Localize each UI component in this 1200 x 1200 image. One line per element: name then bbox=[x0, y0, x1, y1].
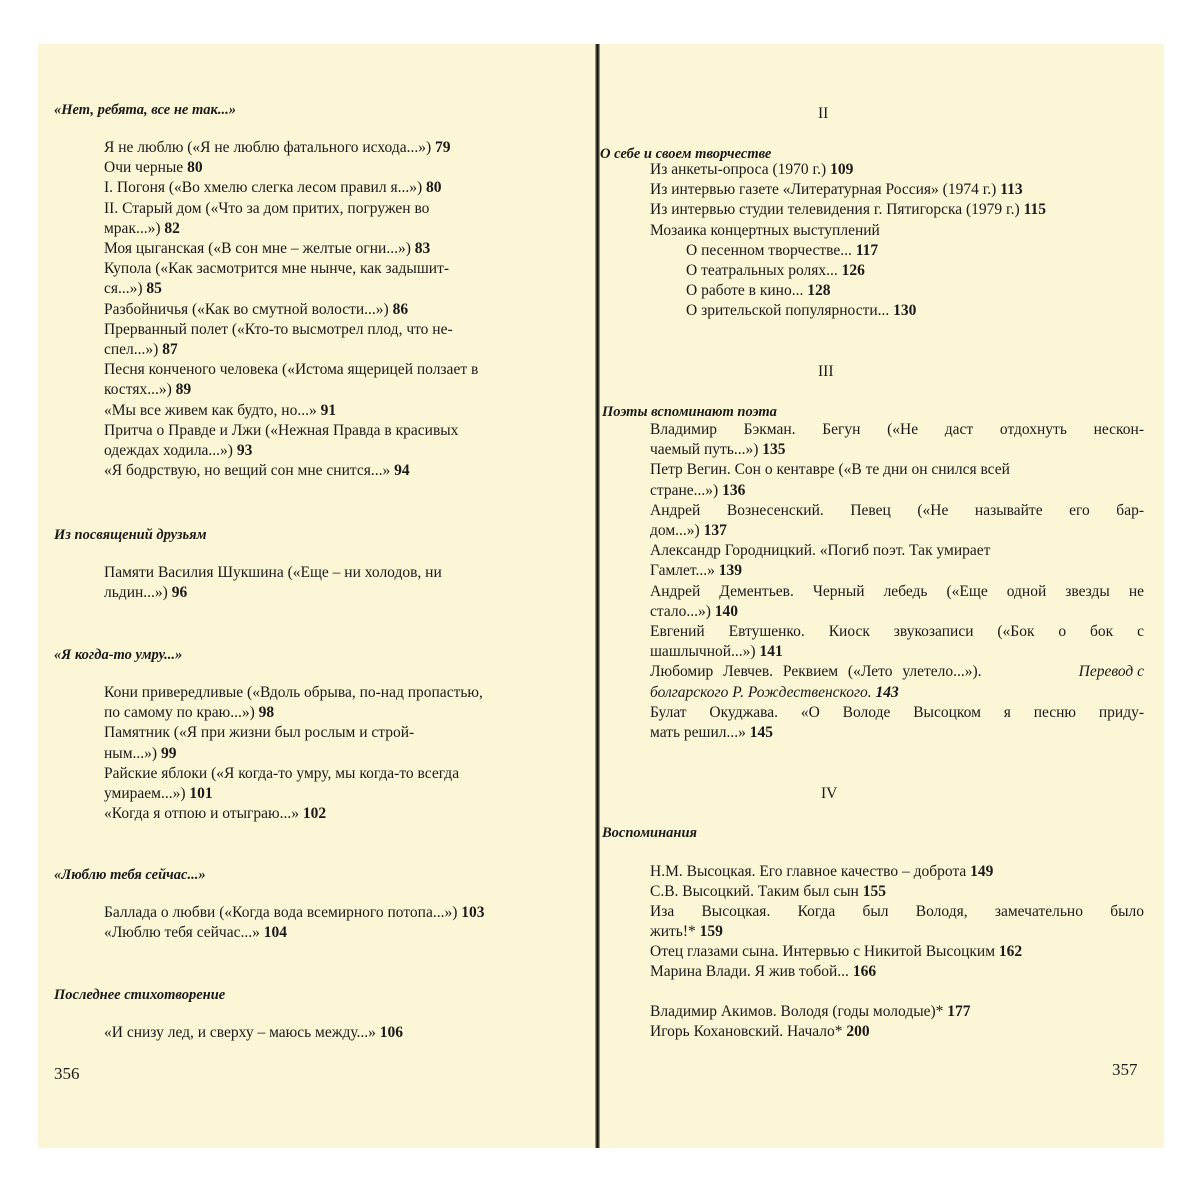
toc-entry bbox=[104, 158, 203, 178]
toc-entry bbox=[650, 602, 738, 622]
toc-entry bbox=[104, 178, 442, 198]
toc-entry bbox=[650, 1022, 870, 1042]
entry-title: С.В. Высоцкий. Таким был сын bbox=[650, 883, 863, 900]
entry-title: Разбойничья («Как во смутной волости...») bbox=[104, 300, 393, 318]
toc-entry bbox=[104, 744, 176, 764]
entry-title: болгарского Р. Рождественского. bbox=[650, 683, 876, 701]
toc-entry bbox=[650, 862, 993, 882]
entry-page-number: 93 bbox=[236, 442, 253, 459]
toc-entry bbox=[104, 219, 180, 239]
entry-page-number: 149 bbox=[970, 863, 994, 880]
entry-page-number: 200 bbox=[846, 1023, 870, 1040]
part-numeral: IV bbox=[821, 785, 838, 802]
toc-entry bbox=[104, 903, 485, 923]
toc-entry bbox=[650, 622, 1144, 642]
entry-title: Андрей Дементьев. Черный лебедь («Еще одной звезды не bbox=[650, 582, 1144, 600]
entry-page-number: 86 bbox=[392, 300, 409, 318]
toc-entry bbox=[104, 259, 449, 279]
entry-title: Булат Окуджава. «О Володе Высоцком я песню приду- bbox=[650, 703, 1144, 721]
toc-entry bbox=[686, 241, 878, 261]
toc-entry bbox=[104, 300, 408, 320]
section-heading: «Люблю тебя сейчас...» bbox=[54, 867, 206, 883]
entry-title: Из интервью студии телевидения г. Пятигорска (1979 г.) bbox=[650, 201, 1024, 219]
entry-page-number: 155 bbox=[862, 883, 886, 900]
entry-page-number: 79 bbox=[435, 139, 451, 156]
entry-title: Владимир Бэкман. Бегун («Не даст отдохнуть нескон- bbox=[650, 421, 1144, 438]
toc-entry bbox=[650, 180, 1023, 200]
entry-title: мать решил...» bbox=[650, 724, 750, 741]
entry-title: Притча о Правде и Лжи («Нежная Правда в красивых bbox=[104, 421, 459, 439]
entry-title: Петр Вегин. Сон о кентавре («В те дни он снился всей bbox=[650, 461, 1010, 479]
entry-page-number: 139 bbox=[718, 562, 742, 580]
entry-title: Из интервью газете «Литературная Россия» (1974 г.) bbox=[650, 181, 1001, 199]
entry-title: Гамлет...» bbox=[650, 562, 719, 580]
toc-entry bbox=[686, 301, 916, 321]
entry-title: умираем...») bbox=[104, 785, 190, 802]
toc-entry bbox=[104, 239, 430, 259]
section-heading: Воспоминания bbox=[602, 825, 698, 841]
toc-entry bbox=[650, 200, 1046, 220]
part-numeral: III bbox=[818, 363, 834, 380]
entry-title: Отец глазами сына. Интервью с Никитой Высоцким bbox=[650, 943, 999, 960]
toc-entry bbox=[104, 421, 458, 441]
entry-title: «Когда я отпою и отыграю...» bbox=[104, 805, 303, 823]
entry-page-number: 159 bbox=[699, 923, 723, 940]
entry-page-number: 162 bbox=[998, 943, 1023, 960]
entry-title: по самому по краю...») bbox=[104, 704, 259, 722]
entry-title: О работе в кино... bbox=[686, 282, 808, 300]
toc-entry bbox=[104, 340, 178, 360]
toc-entry bbox=[104, 923, 287, 943]
entry-title: О песенном творчестве... bbox=[686, 241, 856, 259]
right-page bbox=[600, 44, 1164, 1148]
entry-title: костях...») bbox=[104, 381, 176, 399]
toc-entry bbox=[104, 563, 442, 583]
toc-entry bbox=[650, 420, 1144, 440]
entry-title: Прерванный полет («Кто-то высмотрел плод, что не- bbox=[104, 320, 453, 338]
toc-entry bbox=[104, 804, 326, 824]
entry-page-number: 130 bbox=[893, 302, 917, 320]
toc-entry bbox=[650, 703, 1144, 723]
toc-entry bbox=[650, 642, 783, 662]
entry-title: Марина Влади. Я жив тобой... bbox=[650, 963, 853, 980]
entry-title: Памятник («Я при жизни был рослым и строй- bbox=[104, 724, 415, 742]
entry-title: «Люблю тебя сейчас...» bbox=[104, 924, 264, 942]
section-heading: Последнее стихотворение bbox=[54, 987, 226, 1003]
entry-title: «Мы все живем как будто, но...» bbox=[104, 401, 321, 419]
entry-page-number: 104 bbox=[263, 924, 287, 942]
entry-page-number: 80 bbox=[426, 179, 442, 197]
entry-title: Н.М. Высоцкая. Его главное качество – доброта bbox=[650, 863, 971, 880]
entry-title: Александр Городницкий. «Погиб поэт. Так умирает bbox=[650, 542, 991, 560]
toc-entry bbox=[650, 962, 876, 982]
entry-title: Игорь Кохановский. Начало* bbox=[650, 1023, 847, 1040]
entry-title: Любомир Левчев. Реквием («Лето улетело...»). bbox=[650, 663, 982, 681]
entry-title: Владимир Акимов. Володя (годы молодые)* bbox=[650, 1003, 948, 1020]
entry-title: Моя цыганская («В сон мне – желтые огни...») bbox=[104, 240, 415, 257]
toc-entry bbox=[104, 784, 213, 804]
entry-title: Кони привередливые («Вдоль обрыва, по-над пропастью, bbox=[104, 684, 483, 701]
entry-title: I. Погоня («Во хмелю слегка лесом правил я...») bbox=[104, 179, 426, 197]
toc-entry bbox=[650, 723, 773, 743]
section-heading: Поэты вспоминают поэта bbox=[602, 404, 777, 420]
toc-entry bbox=[686, 281, 830, 301]
toc-entry bbox=[104, 703, 274, 723]
entry-page-number: 85 bbox=[146, 280, 162, 298]
toc-entry bbox=[650, 922, 723, 942]
toc-entry bbox=[104, 360, 478, 380]
entry-page-number: 101 bbox=[189, 785, 213, 802]
entry-title: II. Старый дом («Что за дом притих, погружен во bbox=[104, 199, 430, 217]
entry-page-number: 143 bbox=[875, 683, 899, 701]
toc-entry bbox=[650, 1002, 971, 1022]
entry-page-number: 126 bbox=[841, 262, 865, 279]
entry-title: спел...») bbox=[104, 341, 163, 358]
entry-page-number: 117 bbox=[855, 241, 879, 259]
entry-title: «Я бодрствую, но вещий сон мне снится...» bbox=[104, 462, 395, 480]
part-numeral: II bbox=[818, 105, 829, 122]
toc-entry bbox=[650, 481, 745, 501]
entry-page-number: 103 bbox=[461, 904, 485, 921]
toc-entry bbox=[650, 501, 1144, 521]
entry-page-number: 98 bbox=[258, 704, 275, 722]
entry-page-number: 99 bbox=[160, 744, 177, 762]
toc-entry bbox=[650, 160, 853, 180]
toc-entry bbox=[104, 723, 414, 743]
toc-entry bbox=[686, 261, 865, 281]
toc-entry bbox=[650, 582, 1144, 602]
toc-entry bbox=[650, 221, 880, 241]
entry-title: Баллада о любви («Когда вода всемирного потопа...») bbox=[104, 904, 462, 921]
toc-entry bbox=[650, 460, 1010, 480]
toc-entry bbox=[650, 561, 742, 581]
toc-entry bbox=[104, 441, 252, 461]
entry-title: Из анкеты-опроса (1970 г.) bbox=[650, 161, 831, 178]
toc-entry bbox=[104, 764, 459, 784]
entry-title: «И снизу лед, и сверху – маюсь между...» bbox=[104, 1024, 380, 1041]
book-spread bbox=[38, 44, 1164, 1148]
section-heading: О себе и своем творчестве bbox=[600, 146, 772, 162]
entry-page-number: 136 bbox=[722, 481, 746, 499]
entry-title: одеждах ходила...») bbox=[104, 442, 237, 459]
entry-title: Песня конченого человека («Истома ящерицей ползает в bbox=[104, 361, 479, 379]
entry-title: мрак...») bbox=[104, 219, 165, 237]
toc-entry bbox=[104, 380, 191, 400]
entry-title: О театральных ролях... bbox=[686, 262, 842, 279]
toc-entry bbox=[650, 683, 899, 703]
toc-entry bbox=[104, 583, 187, 603]
entry-page-number: 82 bbox=[164, 219, 180, 237]
entry-page-number: 137 bbox=[703, 522, 727, 539]
entry-title: стране...») bbox=[650, 481, 723, 499]
entry-title: Памяти Василия Шукшина («Еще – ни холодов, ни bbox=[104, 564, 442, 581]
entry-page-number: 115 bbox=[1023, 201, 1046, 219]
entry-title: Райские яблоки («Я когда-то умру, мы когда-то всегда bbox=[104, 764, 460, 782]
toc-entry bbox=[104, 401, 336, 421]
entry-page-number: 94 bbox=[394, 462, 410, 480]
entry-page-number: 128 bbox=[807, 282, 831, 300]
entry-title: Купола («Как засмотрится мне нынче, как задышит- bbox=[104, 260, 450, 278]
toc-entry bbox=[650, 882, 886, 902]
toc-entry bbox=[650, 662, 1144, 682]
entry-title: Андрей Вознесенский. Певец («Не называйте его бар- bbox=[650, 501, 1144, 519]
entry-title: О зрительской популярности... bbox=[686, 302, 894, 320]
section-heading: «Нет, ребята, все не так...» bbox=[54, 102, 236, 118]
entry-title: Мозаика концертных выступлений bbox=[650, 221, 880, 239]
entry-title: Евгений Евтушенко. Киоск звукозаписи («Бок о бок с bbox=[650, 623, 1144, 640]
entry-page-number: 83 bbox=[414, 240, 431, 257]
toc-entry bbox=[650, 942, 1022, 962]
toc-entry bbox=[104, 279, 162, 299]
entry-translation-note: Перевод с bbox=[1078, 663, 1144, 681]
entry-page-number: 96 bbox=[171, 584, 188, 602]
toc-entry bbox=[104, 461, 410, 481]
toc-entry bbox=[650, 521, 727, 541]
entry-title: жить!* bbox=[650, 923, 700, 940]
section-heading: «Я когда-то умру...» bbox=[54, 647, 183, 663]
entry-page-number: 89 bbox=[175, 381, 192, 399]
entry-page-number: 91 bbox=[320, 401, 337, 419]
toc-entry bbox=[104, 138, 451, 158]
entry-title: Я не люблю («Я не люблю фатального исхода...») bbox=[104, 139, 436, 156]
entry-page-number: 141 bbox=[759, 643, 783, 661]
page-number: 356 bbox=[54, 1064, 80, 1083]
entry-page-number: 109 bbox=[830, 161, 854, 178]
entry-title: стало...») bbox=[650, 602, 715, 620]
toc-entry bbox=[104, 1023, 403, 1043]
entry-page-number: 166 bbox=[852, 963, 877, 980]
entry-title: дом...») bbox=[650, 522, 704, 539]
entry-page-number: 177 bbox=[947, 1003, 971, 1020]
entry-title: Очи черные bbox=[104, 159, 188, 177]
entry-page-number: 140 bbox=[714, 602, 739, 620]
page-number: 357 bbox=[1112, 1060, 1138, 1079]
toc-entry bbox=[650, 440, 786, 460]
entry-title: ным...») bbox=[104, 744, 161, 762]
entry-page-number: 135 bbox=[762, 441, 786, 459]
entry-page-number: 87 bbox=[162, 341, 178, 358]
entry-title: Иза Высоцкая. Когда был Володя, замечательно было bbox=[650, 903, 1144, 920]
toc-entry bbox=[650, 902, 1144, 922]
entry-title: чаемый путь...») bbox=[650, 441, 763, 459]
toc-entry bbox=[104, 320, 453, 340]
entry-page-number: 106 bbox=[379, 1024, 404, 1041]
entry-title: шашлычной...») bbox=[650, 643, 760, 661]
toc-entry bbox=[650, 541, 990, 561]
entry-page-number: 80 bbox=[187, 159, 203, 177]
toc-entry bbox=[104, 683, 483, 703]
entry-title: ся...») bbox=[104, 280, 147, 298]
left-page bbox=[38, 44, 598, 1148]
section-heading: Из посвящений друзьям bbox=[54, 527, 207, 543]
entry-page-number: 102 bbox=[302, 805, 327, 823]
entry-title: льдин...») bbox=[104, 584, 172, 602]
entry-page-number: 145 bbox=[749, 724, 773, 741]
toc-entry bbox=[104, 199, 429, 219]
entry-page-number: 113 bbox=[1000, 181, 1023, 199]
